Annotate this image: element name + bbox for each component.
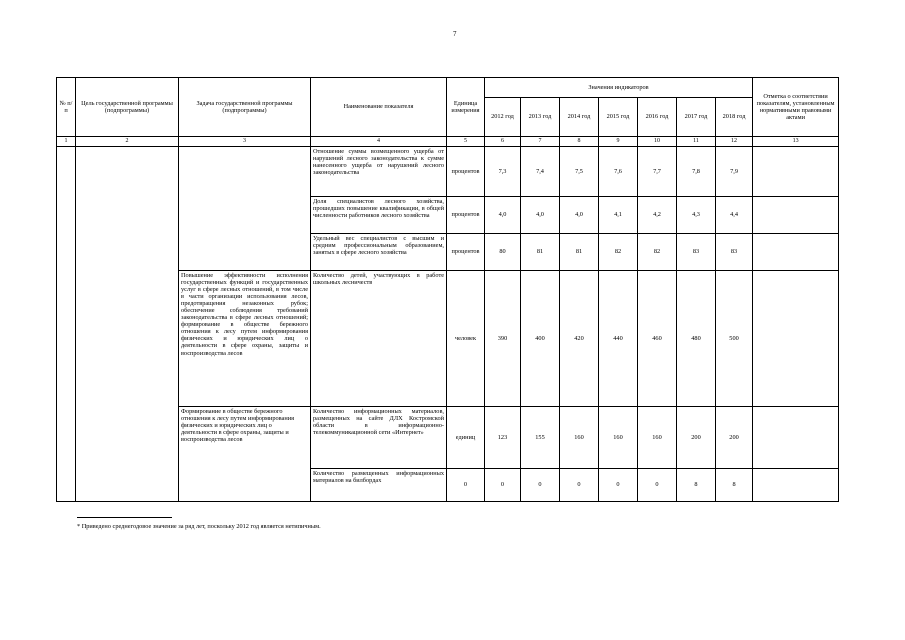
cell-task-empty (179, 147, 311, 271)
col-number: 7 (521, 137, 560, 147)
footnote-divider (77, 517, 172, 518)
value-2016: 460 (638, 271, 677, 407)
value-2014: 420 (560, 271, 599, 407)
value-2017: 83 (677, 234, 716, 271)
note-empty (753, 469, 839, 502)
value-2018: 7,9 (716, 147, 753, 197)
value-2014: 4,0 (560, 197, 599, 234)
value-2018: 8 (716, 469, 753, 502)
indicator-name: Отношение суммы возмещенного ущерба от нарушений лесного законодательства к сумме нанесенного ущерба от нарушений лесного законодательства (311, 147, 447, 197)
value-2012: 7,3 (485, 147, 521, 197)
value-2013: 81 (521, 234, 560, 271)
note-empty (753, 197, 839, 234)
unit: процентов (447, 147, 485, 197)
value-2016: 0 (638, 469, 677, 502)
cell-num-empty (57, 147, 76, 502)
value-2012: 123 (485, 407, 521, 469)
value-2014: 7,5 (560, 147, 599, 197)
note-empty (753, 407, 839, 469)
value-2018: 500 (716, 271, 753, 407)
value-2012: 390 (485, 271, 521, 407)
indicators-table (56, 77, 839, 502)
value-2015: 160 (599, 407, 638, 469)
value-2016: 82 (638, 234, 677, 271)
value-2014: 81 (560, 234, 599, 271)
value-2012: 0 (485, 469, 521, 502)
value-2013: 400 (521, 271, 560, 407)
note-empty (753, 234, 839, 271)
note-empty (753, 271, 839, 407)
value-2017: 8 (677, 469, 716, 502)
value-2013: 155 (521, 407, 560, 469)
value-2015: 7,6 (599, 147, 638, 197)
page-number: 7 (453, 30, 457, 38)
col-number: 5 (447, 137, 485, 147)
col-number: 12 (716, 137, 753, 147)
value-2015: 0 (599, 469, 638, 502)
value-2016: 160 (638, 407, 677, 469)
value-2013: 0 (521, 469, 560, 502)
header-task: Задача государственной программы (подпрограммы) (179, 78, 311, 137)
value-2017: 480 (677, 271, 716, 407)
col-number: 6 (485, 137, 521, 147)
col-number: 13 (753, 137, 839, 147)
value-2014: 0 (560, 469, 599, 502)
year-2012: 2012 год (485, 98, 521, 137)
value-2016: 7,7 (638, 147, 677, 197)
table-row (57, 147, 839, 197)
col-number: 3 (179, 137, 311, 147)
value-2016: 4,2 (638, 197, 677, 234)
cell-goal-empty (76, 147, 179, 502)
value-2017: 200 (677, 407, 716, 469)
col-number: 10 (638, 137, 677, 147)
unit: процентов (447, 234, 485, 271)
value-2015: 440 (599, 271, 638, 407)
col-number: 8 (560, 137, 599, 147)
value-2017: 7,8 (677, 147, 716, 197)
year-2017: 2017 год (677, 98, 716, 137)
year-2016: 2016 год (638, 98, 677, 137)
footnote: * Приведено среднегодовое значение за ряд лет, поскольку 2012 год является нетипичным. (77, 523, 321, 530)
indicator-name: Доля специалистов лесного хозяйства, прошедших повышение квалификации, в общей численности работников лесного хозяйства (311, 197, 447, 234)
value-2018: 83 (716, 234, 753, 271)
year-2013: 2013 год (521, 98, 560, 137)
indicator-name: Удельный вес специалистов с высшим и средним профессиональным образованием, занятых в сфере лесного хозяйства (311, 234, 447, 271)
value-2017: 4,3 (677, 197, 716, 234)
year-2014: 2014 год (560, 98, 599, 137)
header-note: Отметка о соответствии показателям, установленным нормативными правовыми актами (753, 78, 839, 137)
col-number: 2 (76, 137, 179, 147)
indicator-name: Количество детей, участвующих в работе школьных лесничеств (311, 271, 447, 407)
col-number: 9 (599, 137, 638, 147)
indicator-name: Количество размещенных информационных материалов на билбордах (311, 469, 447, 502)
header-num: № п/п (57, 78, 76, 137)
value-2012: 4,0 (485, 197, 521, 234)
year-2018: 2018 год (716, 98, 753, 137)
indicator-name: Количество информационных материалов, размещенных на сайте ДЛХ Костромской области в информационно-телекоммуникационной сети «Интернет» (311, 407, 447, 469)
year-2015: 2015 год (599, 98, 638, 137)
note-empty (753, 147, 839, 197)
col-number: 1 (57, 137, 76, 147)
unit: единиц (447, 407, 485, 469)
task-text: Формирование в обществе бережного отношения к лесу путем информирования физических и юридических лиц о деятельности в сфере охраны, защиты и воспроизводства лесов (179, 407, 311, 502)
value-2015: 82 (599, 234, 638, 271)
col-number: 4 (311, 137, 447, 147)
value-2014: 160 (560, 407, 599, 469)
value-2012: 80 (485, 234, 521, 271)
col-number: 11 (677, 137, 716, 147)
value-2018: 4,4 (716, 197, 753, 234)
header-indicator: Наименование показателя (311, 78, 447, 137)
header-values: Значения индикаторов (485, 78, 753, 98)
value-2013: 7,4 (521, 147, 560, 197)
task-text: Повышение эффективности исполнения государственных функций и государственных услуг в сфере лесных отношений, в том числе в части организации использования лесов, предотвращения незаконных рубок; обеспечение соблюдения требований законодательства в сфере лесных отношений; формирование в обществе бережного отношения к лесу путем информирования физических и юридических лиц о деятельности в сфере охраны, защиты и воспроизводства лесов (179, 271, 311, 407)
unit: человек (447, 271, 485, 407)
header-goal: Цель государственной программы (подпрограммы) (76, 78, 179, 137)
header-unit: Единица измерения (447, 78, 485, 137)
unit: процентов (447, 197, 485, 234)
value-2018: 200 (716, 407, 753, 469)
value-2013: 4,0 (521, 197, 560, 234)
value-2015: 4,1 (599, 197, 638, 234)
unit: 0 (447, 469, 485, 502)
